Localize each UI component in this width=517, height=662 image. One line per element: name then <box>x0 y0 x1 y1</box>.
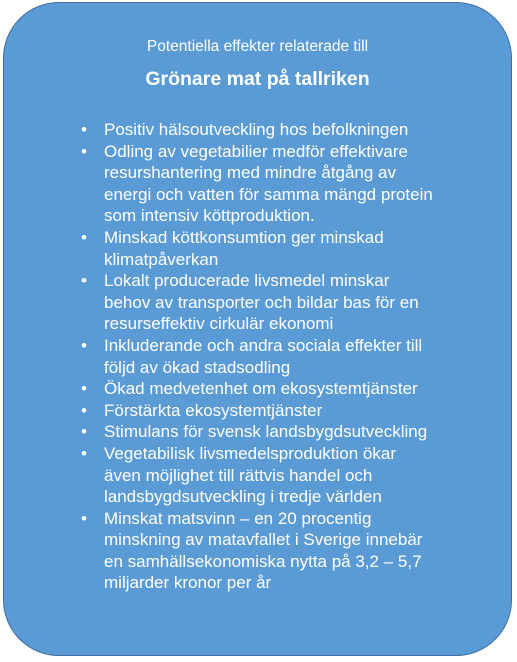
list-item-line: Stimulans för svensk landsbygdsutveckling <box>104 422 428 442</box>
list-item <box>77 119 497 141</box>
card-subtitle: Potentiella effekter relaterade till <box>146 38 369 55</box>
bullet-icon: • <box>81 443 87 463</box>
list-item-line: behov av transporter och bildar bas för en <box>104 292 419 312</box>
list-item <box>77 400 497 422</box>
list-item-line: även möjlighet till rättvis handel och <box>104 465 373 485</box>
list-item <box>77 227 497 270</box>
list-item-line: energi och vatten för samma mängd protein <box>104 184 433 204</box>
list-item <box>77 443 497 508</box>
effects-list <box>77 119 497 594</box>
bullet-icon: • <box>81 335 87 355</box>
list-item-line: Lokalt producerade livsmedel minskar <box>104 271 390 291</box>
list-item-line: Minskat matsvinn – en 20 procentig <box>104 508 372 528</box>
list-item-line: Odling av vegetabilier medför effektivare <box>104 141 408 161</box>
list-item-line: klimatpåverkan <box>104 249 219 269</box>
list-item <box>77 508 497 594</box>
list-item-line: resurseffektiv cirkulär ekonomi <box>104 314 334 334</box>
bullet-icon: • <box>81 400 87 420</box>
list-item-line: Vegetabilisk livsmedelsproduktion ökar <box>104 443 396 463</box>
list-item-line: resurshantering med mindre åtgång av <box>104 163 396 183</box>
list-item-line: en samhällsekonomiska nytta på 3,2 – 5,7 <box>104 551 422 571</box>
list-item <box>77 335 497 378</box>
bullet-icon: • <box>81 379 87 399</box>
list-item-line: minskning av matavfallet i Sverige innebär <box>104 530 423 550</box>
list-item <box>77 421 497 443</box>
bullet-icon: • <box>81 227 87 247</box>
bullet-icon: • <box>81 422 87 442</box>
list-item-line: Ökad medvetenhet om ekosystemtjänster <box>104 379 418 399</box>
list-item-line: miljarder kronor per år <box>104 573 272 593</box>
card-title: Grönare mat på tallriken <box>145 68 370 90</box>
list-item <box>77 270 497 335</box>
list-item-line: landsbygdsutveckling i tredje världen <box>104 487 382 507</box>
list-item-line: Förstärkta ekosystemtjänster <box>104 400 323 420</box>
list-item <box>77 141 497 227</box>
bullet-icon: • <box>81 271 87 291</box>
bullet-icon: • <box>81 120 87 139</box>
bullet-icon: • <box>81 141 87 161</box>
list-item <box>77 378 497 400</box>
list-item-line: Positiv hälsoutveckling hos befolkningen <box>104 120 409 139</box>
list-item-line: följd av ökad stadsodling <box>104 357 291 377</box>
info-card <box>3 2 512 656</box>
bullet-icon: • <box>81 508 87 528</box>
list-item-line: Inkluderande och andra sociala effekter till <box>104 335 423 355</box>
list-item-line: som intensiv köttproduktion. <box>104 206 315 226</box>
list-item-line: Minskad köttkonsumtion ger minskad <box>104 227 384 247</box>
